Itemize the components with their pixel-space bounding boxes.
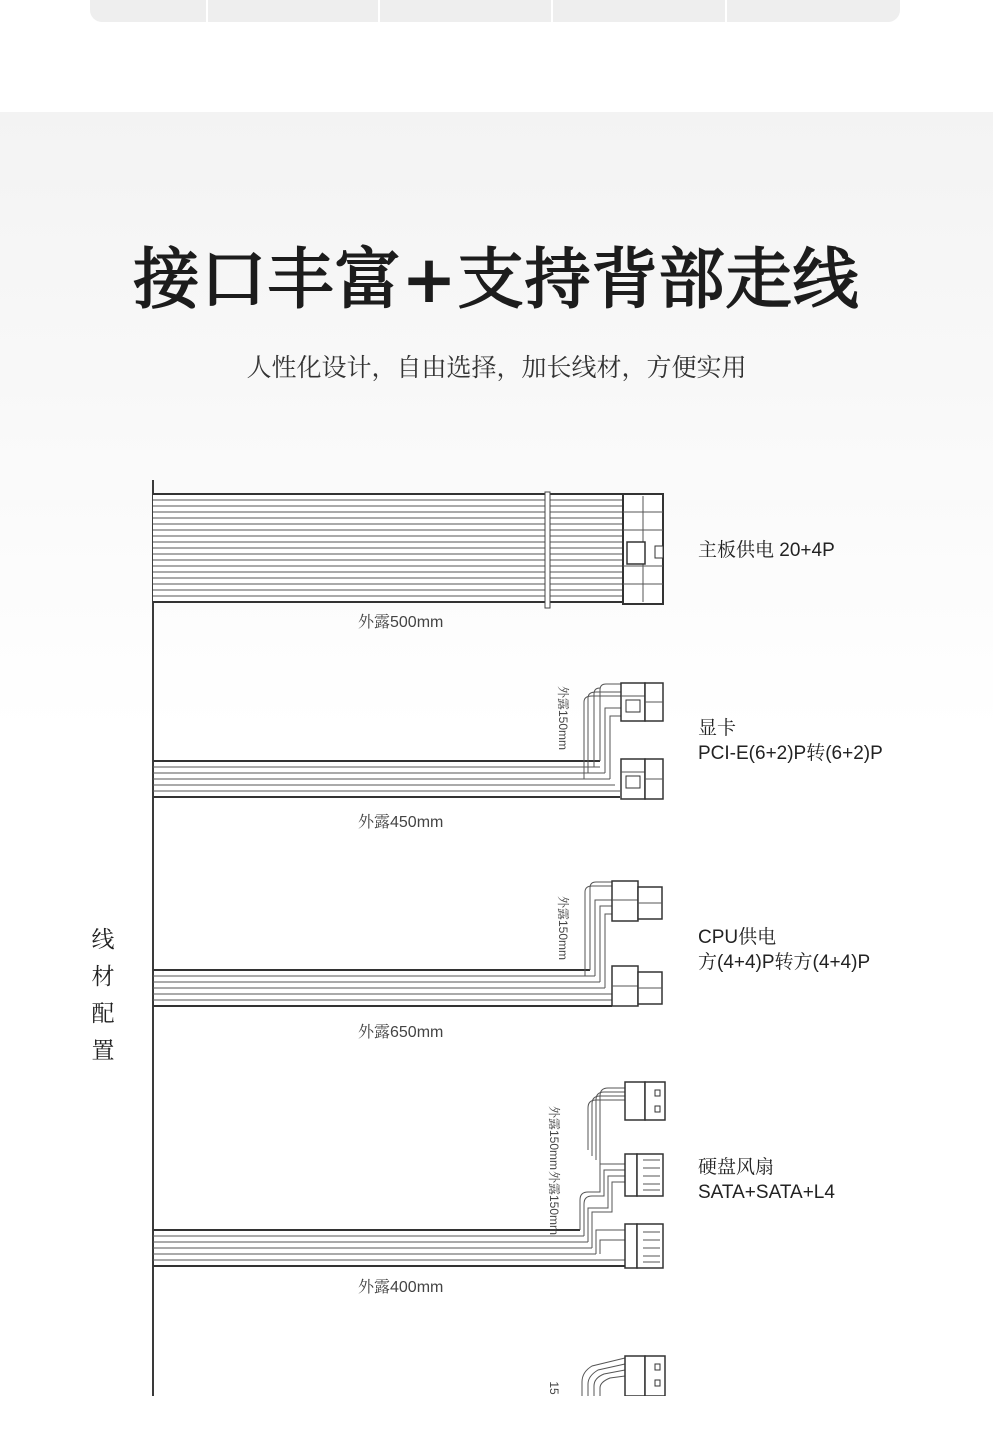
drive-branch-length-b: 外露150mm (547, 1170, 561, 1235)
drive-branch-length-a: 外露150mm (547, 1105, 561, 1170)
side-label-char: 材 (91, 964, 115, 990)
drive-fan-cable (153, 1082, 665, 1268)
partial-cable (582, 1356, 665, 1396)
motherboard-cable (153, 492, 663, 608)
cable-name-line: 主板供电 20+4P (698, 540, 835, 561)
cable-name-line: PCI-E(6+2)P转(6+2)P (698, 743, 883, 764)
cpu-branch-length: 外露150mm (556, 895, 570, 960)
cpu-cable-name (698, 925, 870, 975)
cable-name-line: 方(4+4)P转方(4+4)P (698, 952, 871, 973)
cable-name-line: CPU供电 (698, 927, 777, 948)
page-title: 接口丰富+支持背部走线 (133, 241, 860, 318)
side-label-char: 配 (91, 1001, 115, 1027)
motherboard-cable-name (698, 538, 835, 563)
side-label-char: 置 (91, 1038, 115, 1064)
cable-name-line: SATA+SATA+L4 (698, 1182, 835, 1203)
gpu-branch-length: 外露150mm (556, 685, 570, 750)
motherboard-cable-length: 外露500mm (358, 614, 444, 631)
gpu-cable-name (698, 716, 883, 766)
drive-fan-cable-name (698, 1155, 835, 1205)
cpu-cable (153, 881, 662, 1006)
page-subtitle: 人性化设计，自由选择，加长线材，方便实用 (246, 353, 747, 382)
gpu-cable-length: 外露450mm (358, 814, 444, 831)
drive-fan-cable-length: 外露400mm (358, 1279, 444, 1296)
gpu-cable (153, 683, 663, 799)
cable-name-line: 硬盘风扇 (698, 1157, 775, 1178)
cable-name-line: 显卡 (698, 718, 737, 739)
cpu-cable-length: 外露650mm (358, 1024, 444, 1041)
side-label-char: 线 (91, 927, 115, 953)
partial-branch-length: 15 (547, 1381, 561, 1395)
